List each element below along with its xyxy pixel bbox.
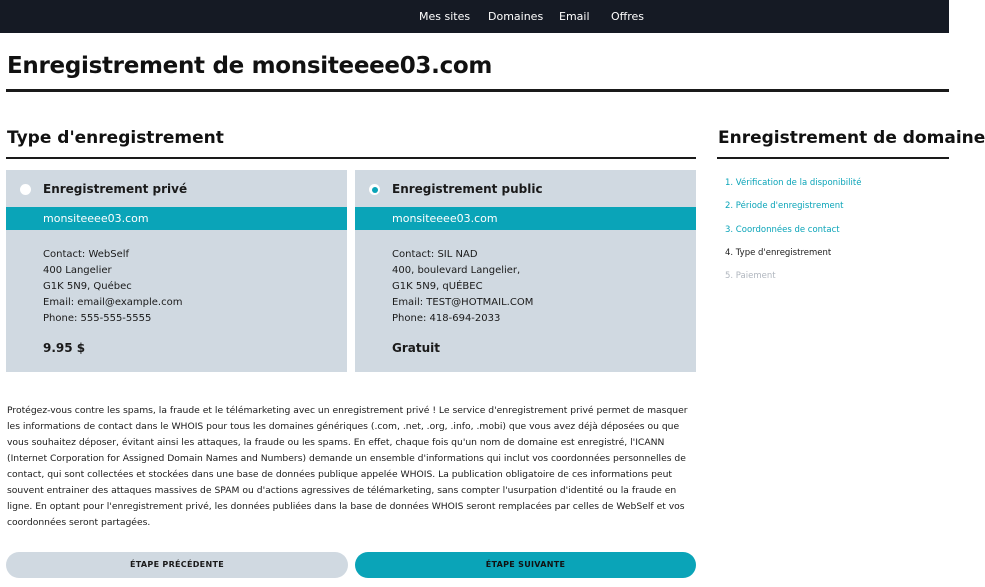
contact-line: 400 Langelier (43, 265, 112, 276)
previous-step-button[interactable]: ÉTAPE PRÉCÉDENTE (6, 552, 348, 578)
step-contact-details[interactable]: 3. Coordonnées de contact (725, 225, 840, 235)
contact-line: Phone: 555-555-5555 (43, 313, 152, 324)
nav-item-mes-sites[interactable]: Mes sites (419, 10, 471, 23)
contact-line: G1K 5N9, qUÉBEC (392, 281, 483, 292)
private-contact-info (43, 247, 182, 327)
private-radio[interactable] (20, 184, 31, 195)
page-title: Enregistrement de monsiteeee03.com (7, 53, 493, 79)
step-availability-check[interactable]: 1. Vérification de la disponibilité (725, 178, 862, 188)
public-radio[interactable] (369, 184, 380, 195)
public-option-label: Enregistrement public (392, 182, 543, 196)
public-price: Gratuit (392, 341, 440, 355)
contact-line: Contact: SIL NAD (392, 249, 478, 260)
step-registration-type: 4. Type d'enregistrement (725, 248, 832, 258)
section-title: Type d'enregistrement (7, 128, 224, 148)
contact-line: Email: TEST@HOTMAIL.COM (392, 297, 534, 308)
section-divider (6, 157, 696, 159)
contact-line: Email: email@example.com (43, 297, 183, 308)
private-price: 9.95 $ (43, 341, 86, 355)
step-registration-period[interactable]: 2. Période d'enregistrement (725, 201, 844, 211)
public-contact-info (392, 247, 533, 327)
nav-item-offres[interactable]: Offres (611, 10, 645, 23)
step-payment: 5. Paiement (725, 271, 776, 281)
nav-item-domaines[interactable]: Domaines (488, 10, 544, 23)
public-registration-option[interactable] (355, 170, 696, 372)
nav-item-email[interactable]: Email (559, 10, 590, 23)
next-step-button[interactable]: ÉTAPE SUIVANTE (355, 552, 696, 578)
contact-line: 400, boulevard Langelier, (392, 265, 521, 276)
sidebar-divider (717, 157, 949, 159)
contact-line: Contact: WebSelf (43, 249, 130, 260)
public-domain-name: monsiteeee03.com (355, 207, 696, 230)
private-registration-option[interactable] (6, 170, 347, 372)
private-registration-description: Protégez-vous contre les spams, la fraude et le télémarketing avec un enregistrement privé ! Le service d'enregistrement privé permet de masquer les informations de contact dans le WHOIS pour tous les domaines génériques (.com, .net, .org, .info, .mobi) que vous avez déjà déposées ou que vous souhaitez déposer, évitant ainsi les attaques, la fraude ou les spams. En effet, chaque fois qu'un nom de domaine est enregistré, l'ICANN (Internet Corporation for Assigned Domain Names and Numbers) demande un ensemble d'informations qui inclut vos coordonnées personnelles de contact, qui sont collectées et stockées dans une base de données publique appelée WHOIS. La publication obligatoire de ces informations peut souvent entrainer des attaques massives de SPAM ou d'actions agressives de télémarketing, sans compter l'usurpation d'identité ou la fraude en ligne. En optant pour l'enregistrement privé, les données publiées dans la base de données WHOIS seront remplacées par celles de WebSelf et vos coordonnées seront partagées. (7, 405, 688, 528)
contact-line: G1K 5N9, Québec (43, 281, 132, 292)
contact-line: Phone: 418-694-2033 (392, 313, 501, 324)
private-domain-name: monsiteeee03.com (6, 207, 347, 230)
sidebar-title: Enregistrement de domaine (718, 128, 985, 148)
title-divider (6, 89, 949, 92)
top-navigation (0, 0, 949, 33)
private-option-label: Enregistrement privé (43, 182, 188, 196)
